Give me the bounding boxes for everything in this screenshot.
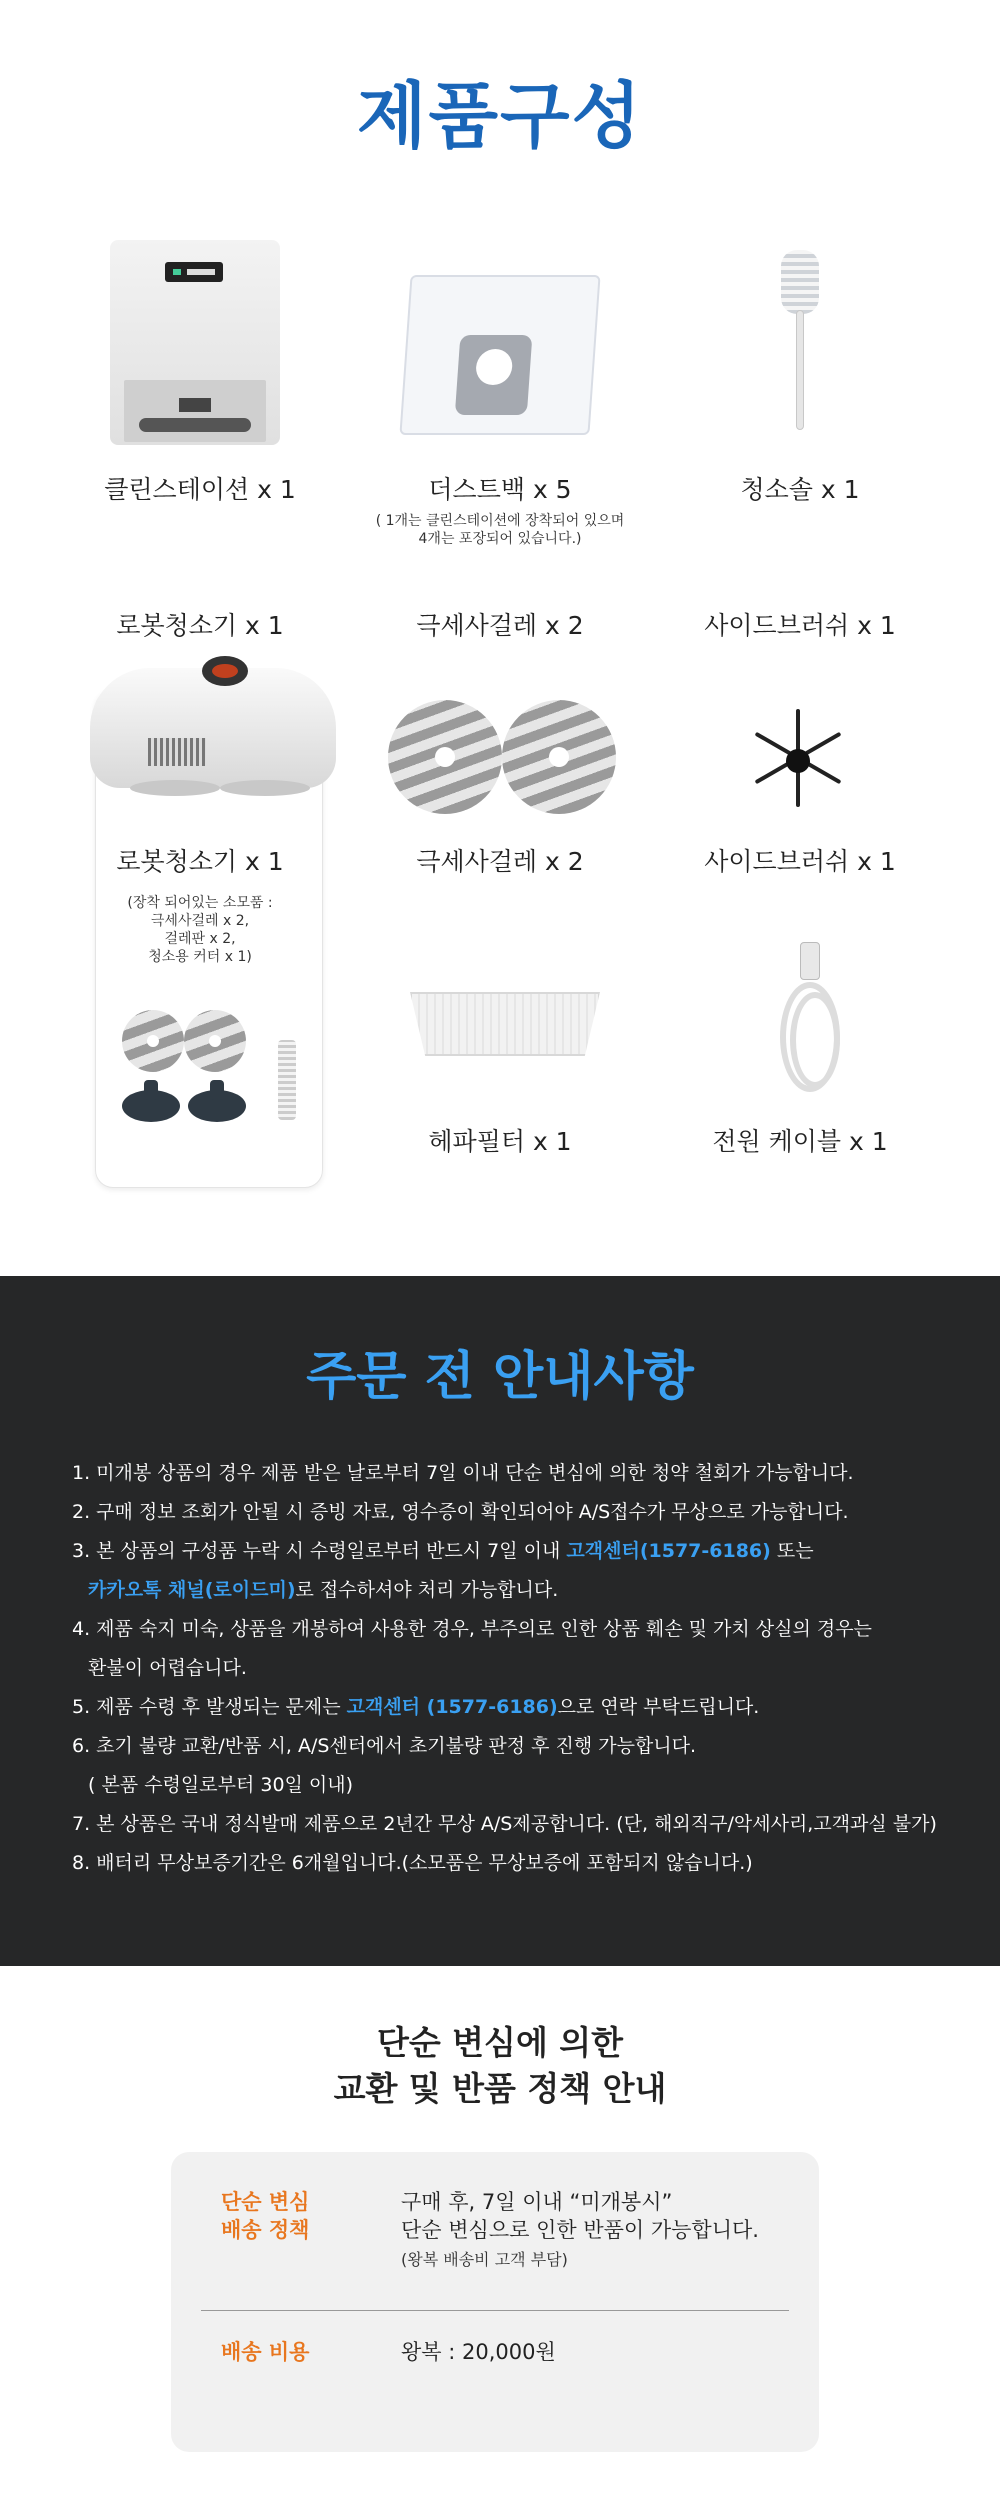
notice-title: 주문 전 안내사항 bbox=[306, 1347, 694, 1407]
clean-station-image bbox=[50, 240, 350, 450]
item-cleaning-brush bbox=[650, 240, 950, 506]
lidar-icon bbox=[202, 656, 248, 686]
order-notice-section bbox=[0, 1276, 1000, 1966]
item-robot-vacuum bbox=[50, 842, 350, 966]
cloth-thumbnail bbox=[122, 1010, 184, 1072]
policy-value: 왕복 : 20,000원 bbox=[401, 2340, 556, 2364]
item-label: 로봇청소기 x 1 bbox=[116, 611, 284, 640]
item-label: 청소솔 x 1 bbox=[740, 475, 860, 504]
item-note: 청소용 커터 x 1) bbox=[148, 949, 252, 965]
policy-box bbox=[171, 2152, 819, 2452]
item-clean-station bbox=[50, 240, 350, 506]
customer-center-link[interactable]: 고객센터 (1577-6186) bbox=[346, 1696, 558, 1718]
notice-line: 카카오톡 채널(로이드미)로 접수하셔야 처리 가능합니다. bbox=[88, 1579, 559, 1601]
notice-line: ( 본품 수령일로부터 30일 이내) bbox=[88, 1774, 354, 1796]
cutter-thumbnail bbox=[278, 1040, 296, 1120]
policy-title: 단순 변심에 의한 교환 및 반품 정책 안내 bbox=[333, 2023, 667, 2108]
item-hepa-filter bbox=[350, 932, 650, 1158]
customer-center-link[interactable]: 고객센터(1577-6186) bbox=[566, 1540, 771, 1562]
side-brush-icon bbox=[795, 758, 801, 764]
item-cloth-header bbox=[350, 606, 650, 642]
item-note: ( 1개는 클린스테이션에 장착되어 있으며 bbox=[375, 513, 625, 529]
notice-line: 3. 본 상품의 구성품 누락 시 수령일로부터 반드시 7일 이내 고객센터(1577-6186) 또는 bbox=[72, 1540, 814, 1562]
item-note: 걸레판 x 2, bbox=[164, 931, 236, 947]
clean-station-illustration bbox=[110, 240, 280, 445]
item-label: 극세사걸레 x 2 bbox=[416, 611, 584, 640]
station-display-icon bbox=[165, 262, 223, 282]
cloth-pad-icon bbox=[388, 700, 502, 814]
item-note: 4개는 포장되어 있습니다.) bbox=[418, 531, 582, 547]
robot-vacuum-illustration bbox=[90, 668, 336, 788]
notice-line: 환불이 어렵습니다. bbox=[88, 1657, 247, 1679]
item-label: 전원 케이블 x 1 bbox=[712, 1127, 888, 1156]
policy-value: 구매 후, 7일 이내 “미개봉시” 단순 변심으로 인한 반품이 가능합니다. (왕복 배송비 고객 부담) bbox=[401, 2190, 759, 2269]
item-microfiber-cloth bbox=[350, 690, 650, 878]
hepa-filter-illustration bbox=[410, 992, 600, 1056]
policy-key: 단순 변심 배송 정책 bbox=[221, 2190, 310, 2242]
notice-line: 5. 제품 수령 후 발생되는 문제는 고객센터 (1577-6186)으로 연락 부탁드립니다. bbox=[72, 1696, 760, 1718]
item-label: 로봇청소기 x 1 bbox=[116, 847, 284, 876]
cloth-image bbox=[350, 690, 650, 842]
policy-divider bbox=[201, 2310, 789, 2311]
cloth-thumbnail bbox=[184, 1010, 246, 1072]
item-dust-bag bbox=[350, 240, 650, 548]
cable-image bbox=[650, 932, 950, 1122]
item-label: 사이드브러쉬 x 1 bbox=[704, 847, 896, 876]
mop-plate-thumbnail bbox=[122, 1090, 180, 1122]
item-label: 클린스테이션 x 1 bbox=[104, 475, 296, 504]
item-sidebrush-header bbox=[650, 606, 950, 642]
policy-key: 배송 비용 bbox=[221, 2340, 310, 2364]
notice-line: 1. 미개봉 상품의 경우 제품 받은 날로부터 7일 이내 단순 변심에 의한 청약 철회가 가능합니다. bbox=[72, 1462, 854, 1484]
notice-line: 4. 제품 숙지 미숙, 상품을 개봉하여 사용한 경우, 부주의로 인한 상품 훼손 및 가치 상실의 경우는 bbox=[72, 1618, 872, 1640]
item-label: 극세사걸레 x 2 bbox=[416, 847, 584, 876]
return-policy-section bbox=[0, 1966, 1000, 2510]
notice-line: 6. 초기 불량 교환/반품 시, A/S센터에서 초기불량 판정 후 진행 가능합니다. bbox=[72, 1735, 697, 1757]
item-robot-header bbox=[50, 606, 350, 642]
mop-plate-thumbnail bbox=[188, 1090, 246, 1122]
components-title: 제품구성 bbox=[356, 74, 644, 158]
hepa-image bbox=[350, 932, 650, 1122]
notice-line: 2. 구매 정보 조회가 안될 시 증빙 자료, 영수증이 확인되어야 A/S접수가 무상으로 가능합니다. bbox=[72, 1501, 849, 1523]
item-power-cable bbox=[650, 932, 950, 1158]
power-cable-icon bbox=[760, 942, 860, 1092]
item-side-brush bbox=[650, 690, 950, 878]
item-label: 헤파필터 x 1 bbox=[428, 1127, 572, 1156]
notice-line: 8. 배터리 무상보증기간은 6개월입니다.(소모품은 무상보증에 포함되지 않습니다.) bbox=[72, 1852, 753, 1874]
cleaning-brush-illustration bbox=[793, 250, 807, 435]
dust-bag-illustration bbox=[399, 275, 600, 435]
item-note: (장착 되어있는 소모품 : bbox=[127, 895, 273, 911]
dust-bag-image bbox=[350, 240, 650, 450]
cloth-pad-icon bbox=[502, 700, 616, 814]
side-brush-image bbox=[650, 690, 950, 842]
notice-list bbox=[72, 1454, 972, 1883]
notice-line: 7. 본 상품은 국내 정식발매 제품으로 2년간 무상 A/S제공합니다. (단, 해외직구/악세사리,고객과실 불가) bbox=[72, 1813, 937, 1835]
item-note: 극세사걸레 x 2, bbox=[150, 913, 250, 929]
item-label: 더스트백 x 5 bbox=[428, 475, 572, 504]
kakao-channel-link[interactable]: 카카오톡 채널(로이드미) bbox=[88, 1579, 296, 1601]
cleaning-brush-image bbox=[650, 240, 950, 450]
item-label: 사이드브러쉬 x 1 bbox=[704, 611, 896, 640]
